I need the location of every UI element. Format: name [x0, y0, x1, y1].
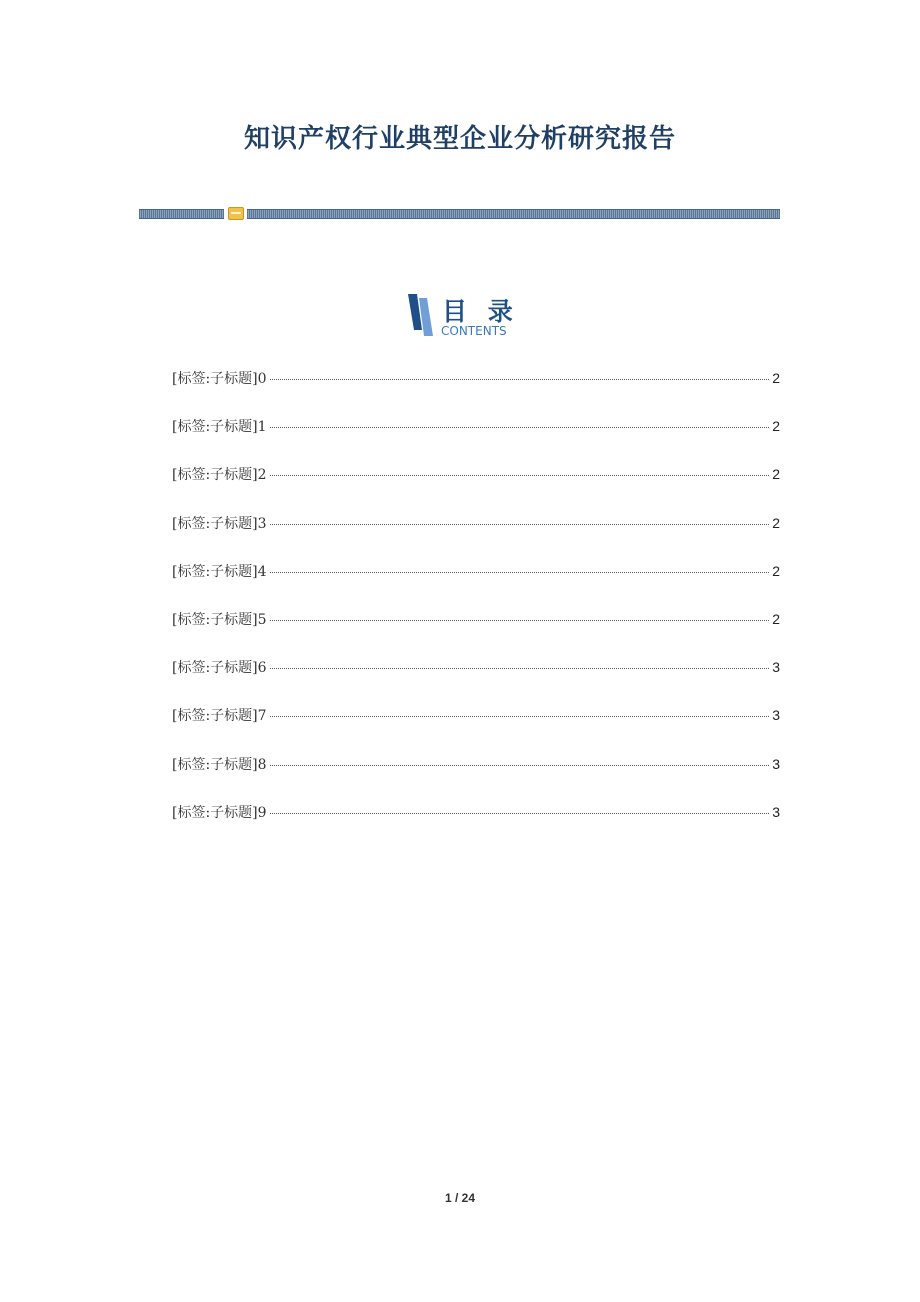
toc-dot-leader — [270, 572, 770, 573]
title-divider-left — [139, 209, 224, 219]
toc-entry-label: [标签:子标题]0 — [172, 371, 267, 387]
toc-entry-page: 2 — [772, 562, 780, 579]
toc-entry-page: 2 — [772, 514, 780, 531]
toc-dot-leader — [270, 524, 770, 525]
toc-entry-page: 2 — [772, 370, 780, 386]
toc-dot-leader — [270, 620, 770, 621]
toc-dot-leader — [270, 813, 770, 814]
toc-entry[interactable] — [172, 561, 780, 609]
toc-entry-label: [标签:子标题]7 — [172, 708, 267, 725]
toc-entry-label: [标签:子标题]9 — [172, 804, 267, 821]
toc-entry[interactable] — [172, 609, 780, 657]
document-title: 知识产权行业典型企业分析研究报告 — [243, 124, 676, 154]
toc-header — [408, 294, 528, 340]
toc-dot-leader — [270, 379, 770, 380]
toc-entry[interactable] — [172, 368, 780, 416]
toc-entry[interactable] — [172, 657, 780, 705]
toc-entry[interactable] — [172, 416, 780, 464]
toc-entry[interactable] — [172, 705, 780, 753]
page-indicator: 1 / 24 — [444, 1191, 476, 1205]
toc-list — [172, 368, 780, 850]
toc-entry-page: 3 — [772, 755, 780, 772]
toc-heading: 目 录 — [442, 297, 519, 326]
toc-entry[interactable] — [172, 513, 780, 561]
toc-entry-label: [标签:子标题]8 — [172, 756, 267, 773]
toc-entry-page: 2 — [772, 418, 780, 435]
toc-entry-label: [标签:子标题]5 — [172, 611, 267, 628]
toc-entry[interactable] — [172, 802, 780, 850]
divider-badge-icon — [228, 207, 244, 220]
toc-entry-page: 3 — [772, 803, 780, 820]
title-divider-right — [247, 209, 780, 219]
toc-entry-page: 2 — [772, 466, 780, 483]
toc-entry-page: 3 — [772, 659, 780, 676]
toc-dot-leader — [270, 427, 770, 428]
toc-subheading: CONTENTS — [441, 324, 507, 338]
toc-entry-label: [标签:子标题]2 — [172, 467, 267, 484]
toc-dot-leader — [270, 475, 770, 476]
toc-entry-label: [标签:子标题]3 — [172, 515, 267, 532]
toc-dot-leader — [270, 668, 770, 669]
toc-entry-page: 3 — [772, 707, 780, 724]
toc-entry[interactable] — [172, 754, 780, 802]
toc-entry-label: [标签:子标题]4 — [172, 563, 267, 580]
toc-dot-leader — [270, 716, 770, 717]
toc-entry-label: [标签:子标题]1 — [172, 419, 267, 436]
toc-entry-label: [标签:子标题]6 — [172, 660, 267, 677]
toc-dot-leader — [270, 765, 770, 766]
toc-bookmark-icon — [408, 294, 434, 336]
toc-entry-page: 2 — [772, 610, 780, 627]
toc-entry[interactable] — [172, 464, 780, 512]
